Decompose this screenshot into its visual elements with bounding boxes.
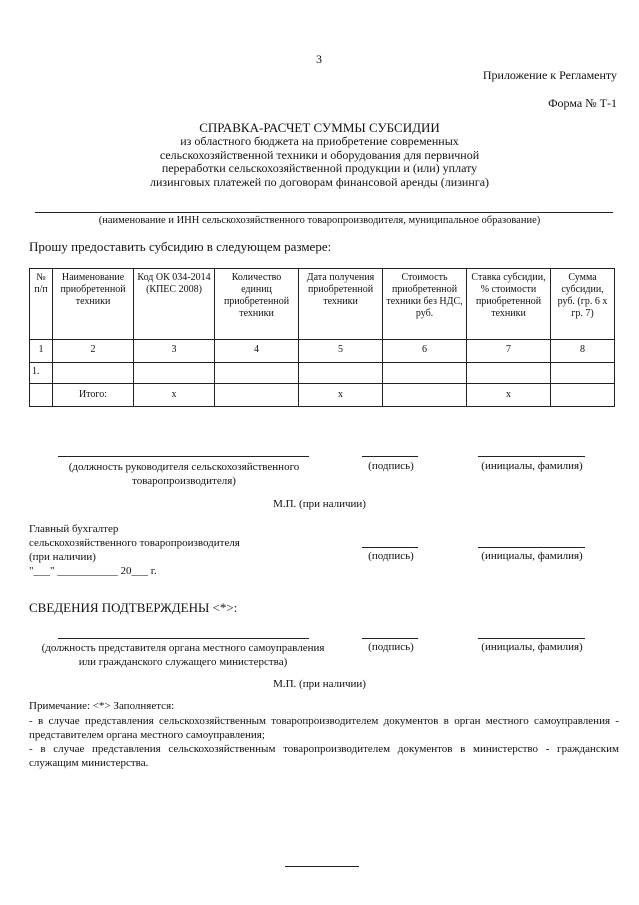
table-cell[interactable] <box>215 363 299 384</box>
head-initials-caption: (инициалы, фамилия) <box>481 460 583 472</box>
table-cell[interactable] <box>134 363 215 384</box>
table-header-cell: Наименование приобретенной техники <box>53 269 134 340</box>
head-position-caption <box>48 460 320 488</box>
stamp-label: М.П. (при наличии) <box>273 678 366 690</box>
subtitle-line: сельскохозяйственной техники и оборудования для первичной <box>159 147 480 162</box>
column-number: 8 <box>551 340 615 363</box>
table-number-row <box>30 340 615 363</box>
stamp-label: М.П. (при наличии) <box>273 498 366 510</box>
table-header-cell: Дата получения приобретенной техники <box>299 269 383 340</box>
document-title: СПРАВКА-РАСЧЕТ СУММЫ СУБСИДИИ <box>199 120 440 135</box>
subtitle-line: лизинговых платежей по договорам финансовой аренды (лизинга) <box>149 174 490 189</box>
rep-position-line[interactable] <box>58 638 309 639</box>
table-cell[interactable]: 1. <box>30 363 53 384</box>
column-number: 6 <box>383 340 467 363</box>
subtitle-line: из областного бюджета на приобретение современных <box>180 134 459 148</box>
table-cell[interactable] <box>299 363 383 384</box>
rep-initials-caption: (инициалы, фамилия) <box>481 641 583 653</box>
rep-signature-caption: (подпись) <box>368 641 414 653</box>
appendix-label: Приложение к Регламенту <box>482 68 617 82</box>
table-total-row <box>30 384 615 407</box>
table-header-cell: Код ОК 034-2014 (КПЕС 2008) <box>134 269 215 340</box>
column-number: 1 <box>30 340 53 363</box>
accountant-title: Главный бухгалтер <box>29 523 119 535</box>
table-row <box>30 363 615 384</box>
table-header-cell: Сумма субсидии, руб. (гр. 6 x гр. 7) <box>551 269 615 340</box>
head-initials-line[interactable] <box>478 456 585 457</box>
rep-position-caption <box>26 641 340 669</box>
total-cell <box>30 384 53 407</box>
table-cell[interactable] <box>53 363 134 384</box>
rep-signature-line[interactable] <box>362 638 418 639</box>
note-heading: Примечание: <*> Заполняется: <box>29 700 175 712</box>
table-cell[interactable] <box>383 363 467 384</box>
head-signature-line[interactable] <box>362 456 418 457</box>
column-number: 7 <box>467 340 551 363</box>
table-header-cell: № п/п <box>30 269 53 340</box>
accountant-initials-line[interactable] <box>478 547 585 548</box>
table-header-cell: Стоимость приобретенной техники без НДС, руб. <box>383 269 467 340</box>
caption-line: (должность представителя органа местного самоуправления <box>41 642 325 654</box>
head-signature-caption: (подпись) <box>368 460 414 472</box>
page-number: 3 <box>316 52 322 66</box>
rep-initials-line[interactable] <box>478 638 585 639</box>
confirmation-heading: СВЕДЕНИЯ ПОДТВЕРЖДЕНЫ <*>: <box>29 600 238 615</box>
total-cell: x <box>299 384 383 407</box>
column-number: 3 <box>134 340 215 363</box>
caption-line: товаропроизводителя) <box>132 475 236 487</box>
column-number: 5 <box>299 340 383 363</box>
table-cell[interactable] <box>551 363 615 384</box>
total-cell[interactable] <box>551 384 615 407</box>
date-line[interactable]: "___" ___________ 20___ г. <box>29 565 157 577</box>
producer-caption: (наименование и ИНН сельскохозяйственного товаропроизводителя, муниципальное образование) <box>98 215 541 226</box>
table-cell[interactable] <box>467 363 551 384</box>
column-number: 4 <box>215 340 299 363</box>
total-cell[interactable] <box>215 384 299 407</box>
accountant-title: (при наличии) <box>29 551 96 563</box>
accountant-block <box>29 522 240 578</box>
accountant-initials-caption: (инициалы, фамилия) <box>481 550 583 562</box>
accountant-signature-caption: (подпись) <box>368 550 414 562</box>
total-cell: x <box>134 384 215 407</box>
caption-line: или гражданского служащего министерства) <box>78 656 288 668</box>
total-cell: x <box>467 384 551 407</box>
request-text: Прошу предоставить субсидию в следующем размере: <box>29 239 332 254</box>
table-header-row <box>30 269 615 340</box>
total-cell[interactable] <box>383 384 467 407</box>
note-item: - в случае представления сельскохозяйственным товаропроизводителем документов в орган местного самоуправления - представителем органа местного самоуправления; <box>29 715 619 741</box>
column-number: 2 <box>53 340 134 363</box>
accountant-signature-line[interactable] <box>362 547 418 548</box>
head-position-line[interactable] <box>58 456 309 457</box>
table-header-cell: Количество единиц приобретенной техники <box>215 269 299 340</box>
producer-line[interactable] <box>35 212 613 213</box>
accountant-title: сельскохозяйственного товаропроизводителя <box>29 537 240 549</box>
subsidy-table <box>29 268 615 407</box>
caption-line: (должность руководителя сельскохозяйственного <box>68 461 300 473</box>
subtitle-line: переработки сельскохозяйственной продукции и (или) уплату <box>161 161 478 175</box>
footer-divider <box>285 866 359 867</box>
note-item: - в случае представления сельскохозяйственным товаропроизводителем документов в министерство - гражданским служащим министерства. <box>29 743 619 769</box>
document-subtitle <box>0 135 639 189</box>
form-label: Форма № Т-1 <box>548 96 617 110</box>
total-label: Итого: <box>53 384 134 407</box>
table-header-cell: Ставка субсидии, % стоимости приобретенной техники <box>467 269 551 340</box>
